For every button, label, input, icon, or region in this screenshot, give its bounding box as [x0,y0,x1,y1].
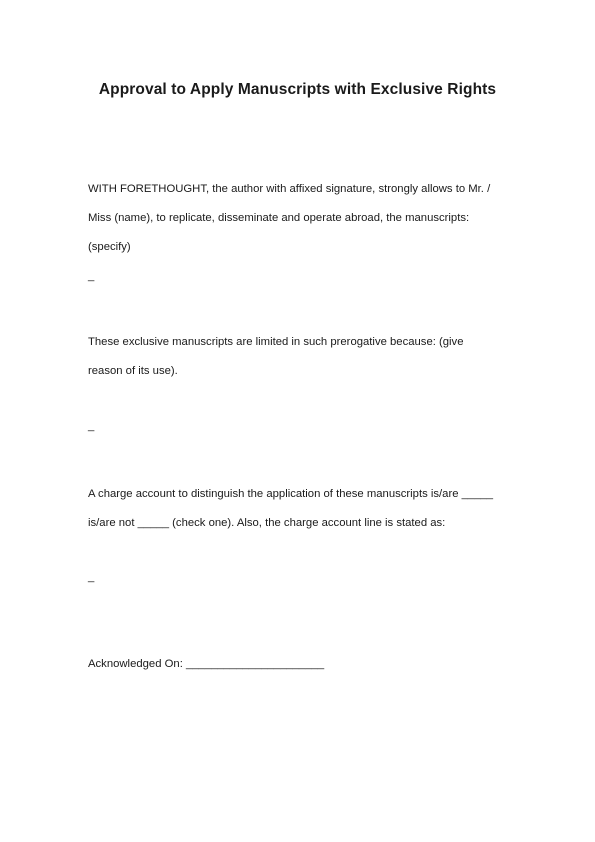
paragraph-3-line-2: is/are not _____ (check one). Also, the charge account line is stated as: [88,517,446,529]
paragraph-3-blank: _ [88,571,95,583]
paragraph-2-line-1: These exclusive manuscripts are limited in such prerogative because: (give [88,336,464,348]
document-title: Approval to Apply Manuscripts with Exclusive Rights [98,81,497,98]
paragraph-2-blank: _ [88,420,95,432]
paragraph-1-line-3: (specify) [88,241,131,253]
acknowledged-on-line: Acknowledged On: ______________________ [88,658,325,670]
paragraph-3-line-1: A charge account to distinguish the application of these manuscripts is/are _____ [88,488,494,500]
paragraph-1-blank: _ [88,270,95,282]
paragraph-1-line-2: Miss (name), to replicate, disseminate and operate abroad, the manuscripts: [88,212,470,224]
paragraph-1-line-1: WITH FORETHOUGHT, the author with affixed signature, strongly allows to Mr. / [88,183,491,195]
paragraph-2-line-2: reason of its use). [88,365,178,377]
